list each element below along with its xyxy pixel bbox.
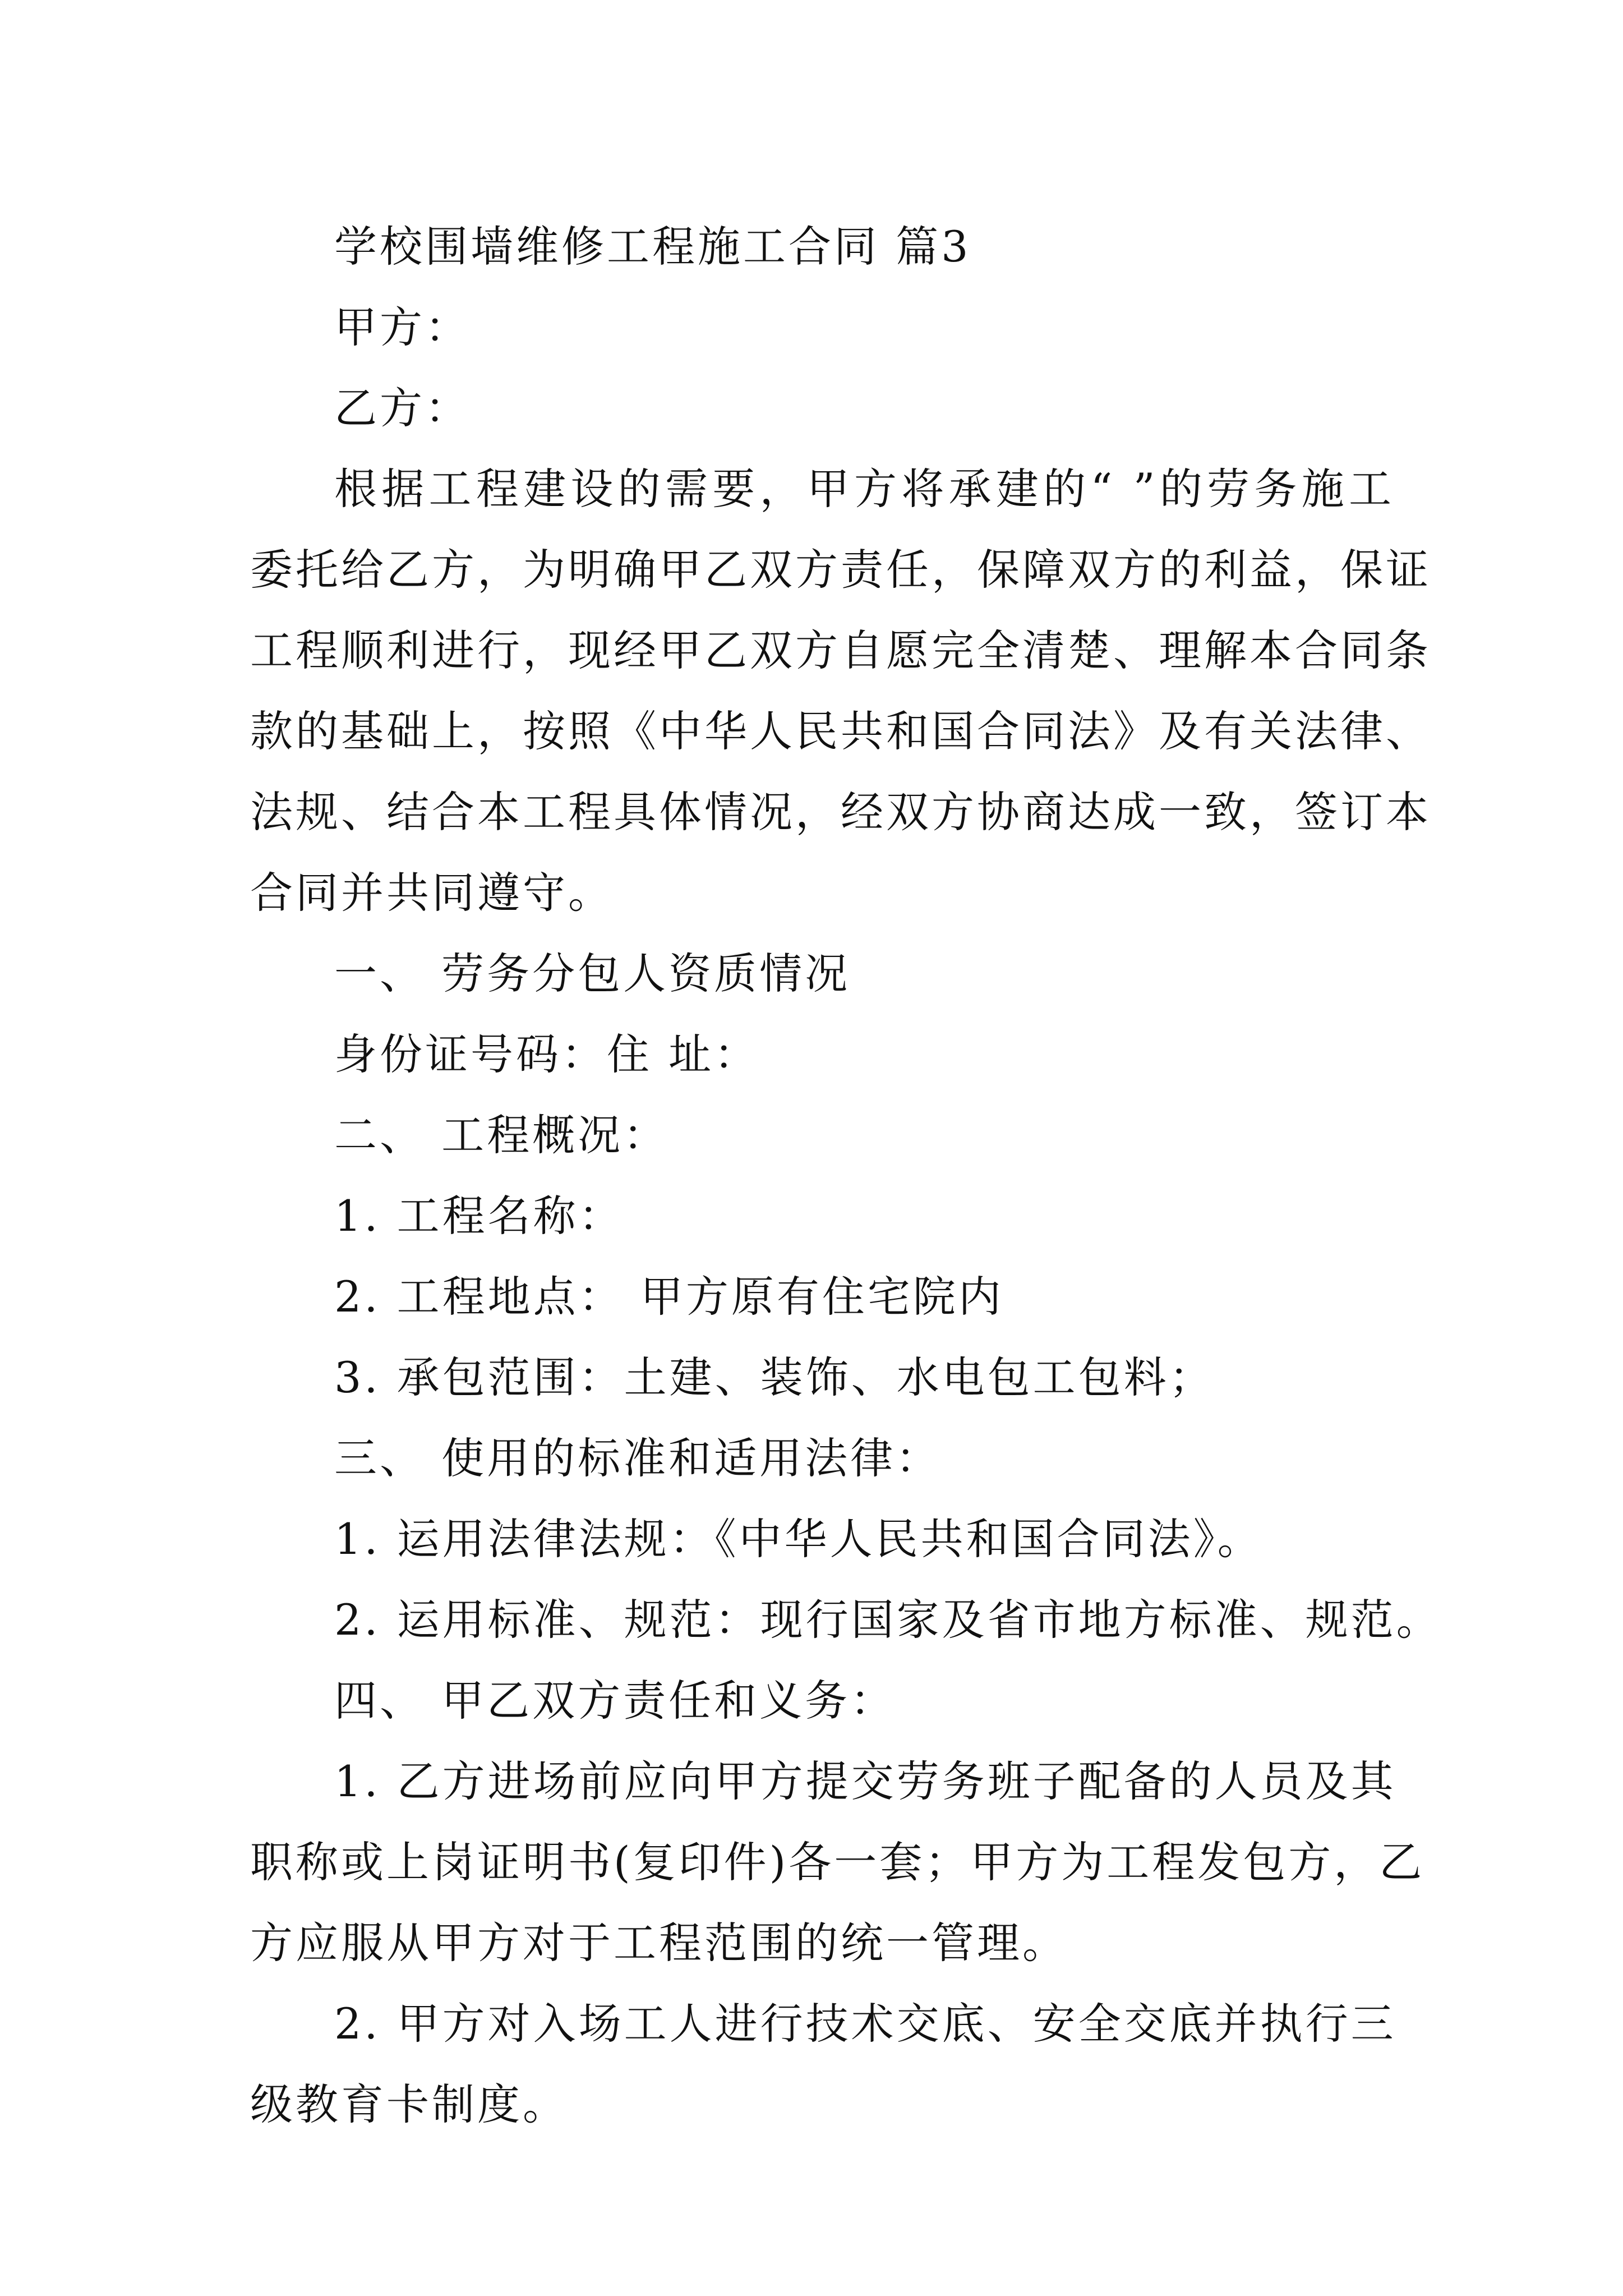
section-heading-obligations: 四、 甲乙双方责任和义务： bbox=[334, 1676, 896, 1726]
obligations-item-line: 方应服从甲方对于工程范围的统一管理。 bbox=[250, 1918, 1068, 1968]
intro-paragraph-line: 根据工程建设的需要，甲方将承建的“ ”的劳务施工 bbox=[334, 464, 1394, 514]
intro-paragraph-line: 款的基础上，按照《中华人民共和国合同法》及有关法律、 bbox=[250, 706, 1431, 756]
document-body bbox=[250, 206, 1442, 2145]
party-a-label: 甲方： bbox=[334, 302, 471, 352]
standards-item: 2. 运用标准、规范：现行国家及省市地方标准、规范。 bbox=[334, 1595, 1442, 1645]
obligations-item-line: 2. 甲方对入场工人进行技术交底、安全交底并执行三 bbox=[334, 1999, 1396, 2049]
intro-paragraph-line: 委托给乙方，为明确甲乙双方责任，保障双方的利益，保证 bbox=[250, 545, 1431, 595]
party-b-label: 乙方： bbox=[334, 383, 471, 433]
id-address-line: 身份证号码：住 址： bbox=[334, 1029, 760, 1079]
section-heading-overview: 二、 工程概况： bbox=[334, 1110, 669, 1160]
intro-paragraph-line: 合同并共同遵守。 bbox=[250, 868, 614, 918]
document-title: 学校围墙维修工程施工合同 篇3 bbox=[334, 222, 971, 272]
obligations-item-line: 1. 乙方进场前应向甲方提交劳务班子配备的人员及其 bbox=[334, 1756, 1396, 1806]
section-heading-qualification: 一、 劳务分包人资质情况 bbox=[334, 949, 851, 999]
overview-item: 1. 工程名称： bbox=[334, 1191, 624, 1241]
section-heading-standards: 三、 使用的标准和适用法律： bbox=[334, 1433, 942, 1483]
overview-item: 2. 工程地点： 甲方原有住宅院内 bbox=[334, 1272, 1004, 1322]
standards-item: 1. 运用法律法规：《中华人民共和国合同法》。 bbox=[334, 1514, 1263, 1564]
obligations-item-line: 级教育卡制度。 bbox=[250, 2079, 568, 2129]
intro-paragraph-line: 工程顺利进行，现经甲乙双方自愿完全清楚、理解本合同条 bbox=[250, 625, 1431, 675]
obligations-item-line: 职称或上岗证明书(复印件)各一套；甲方为工程发包方，乙 bbox=[250, 1837, 1425, 1887]
overview-item: 3. 承包范围：土建、装饰、水电包工包料； bbox=[334, 1352, 1215, 1402]
intro-paragraph-line: 法规、结合本工程具体情况，经双方协商达成一致，签订本 bbox=[250, 787, 1431, 837]
